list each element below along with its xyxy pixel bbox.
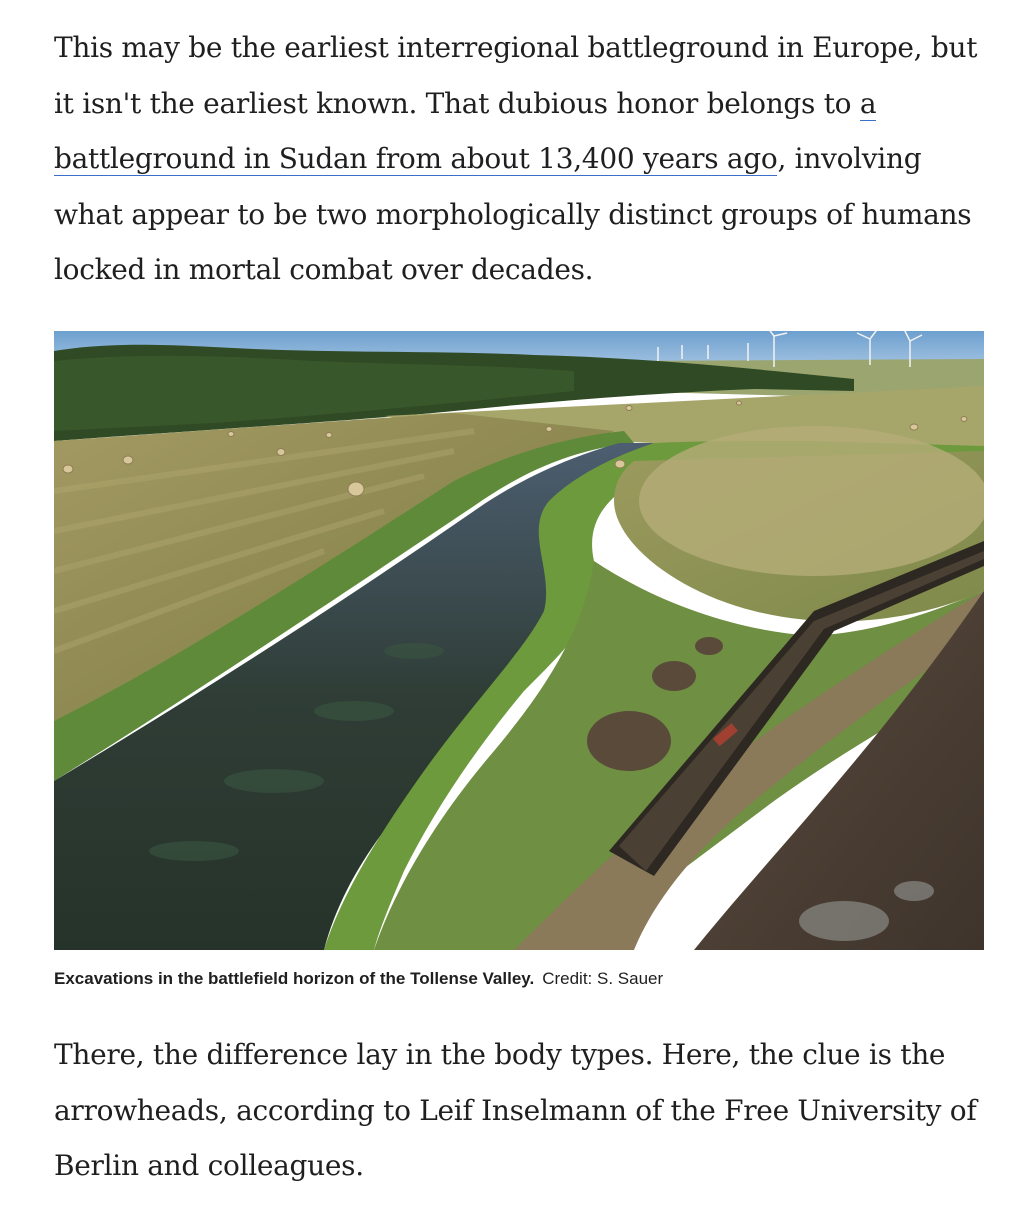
article-paragraph [54,20,984,298]
caption-text: Excavations in the battlefield horizon of the Tollense Valley. [54,969,535,988]
article-paragraph: There, the difference lay in the body types. Here, the clue is the arrowheads, according to Leif Inselmann of the Free University of Berlin and colleagues. [54,1038,977,1182]
article-figure [54,331,984,990]
figure-caption [54,968,984,990]
photo-credit: Credit: S. Sauer [542,969,664,988]
aerial-river-excavation-photo [54,331,984,950]
sudan-battleground-link[interactable]: a battleground in Sudan from about 13,400 years ago [54,86,877,175]
paragraph-text: This may be the earliest interregional battleground in Europe, but it isn't the earliest known. That dubious honor belongs to [54,31,978,120]
paragraph-text: , involving what appear to be two morphologically distinct groups of humans locked in mortal combat over decades. [54,142,972,286]
